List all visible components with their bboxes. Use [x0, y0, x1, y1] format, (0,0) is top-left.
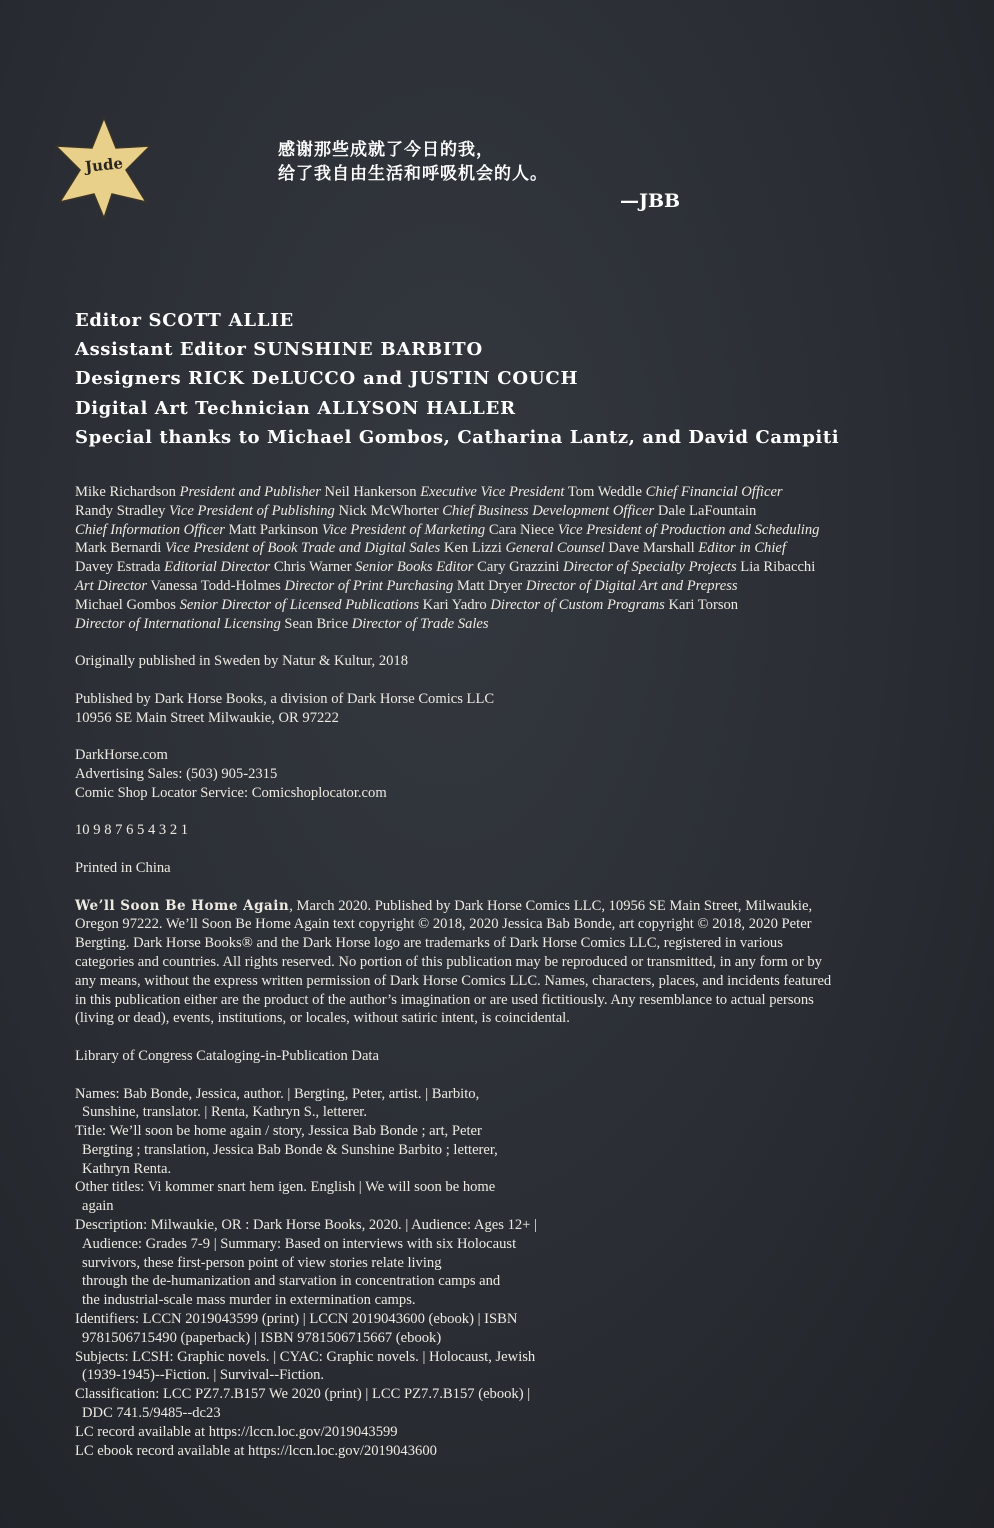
publisher-line-1: Published by Dark Horse Books, a division of Dark Horse Comics LLC [75, 690, 495, 707]
staff-name: Chris Warner [270, 559, 356, 576]
staff-line [75, 597, 738, 613]
legal-line: any means, without the express written permission of Dark Horse Comics LLC. Names, characters, places, and incidents featured [75, 972, 832, 989]
staff-title: Executive Vice President [420, 484, 565, 500]
contact-info [75, 746, 855, 802]
staff-title: Director of International Licensing [75, 615, 281, 632]
cip-line: survivors, these first-person point of view stories relate living [82, 1254, 442, 1271]
staff-title: Vice President of Book Trade and Digital Sales [164, 540, 441, 557]
staff-line [75, 578, 738, 594]
staff-name: Kari Yadro [419, 596, 491, 613]
cip-line: Title: We’ll soon be home again / story, Jessica Bab Bonde ; art, Peter [75, 1123, 482, 1140]
book-title: We’ll Soon Be Home Again [75, 897, 290, 914]
credit-name: SCOTT ALLIE [148, 310, 295, 331]
cip-line: Bergting ; translation, Jessica Bab Bonde & Sunshine Barbito ; letterer, [82, 1141, 498, 1158]
staff-name: Randy Stradley [75, 502, 170, 519]
cip-data [75, 1085, 855, 1461]
legal-line: , March 2020. Published by Dark Horse Comics LLC, 10956 SE Main Street, Milwaukie, [289, 897, 813, 914]
staff-title: Editor in Chief [698, 540, 786, 557]
cip-heading: Library of Congress Cataloging-in-Publication Data [75, 1047, 379, 1064]
staff-line [75, 522, 819, 538]
staff-name: Lia Ribacchi [736, 559, 816, 576]
staff-name: Nick McWhorter [334, 502, 443, 519]
credit-name: RICK DeLUCCO and JUSTIN COUCH [188, 368, 579, 390]
staff-title: Director of Trade Sales [351, 615, 489, 632]
staff-title: Vice President of Publishing [169, 502, 335, 519]
cip-line: Subjects: LCSH: Graphic novels. | CYAC: Graphic novels. | Holocaust, Jewish [75, 1348, 536, 1365]
credits-block [75, 306, 839, 452]
legal-line: Bergting. Dark Horse Books® and the Dark Horse logo are trademarks of Dark Horse Comics LLC, registered in various [75, 935, 783, 952]
credit-role: Assistant Editor [75, 339, 247, 361]
staff-name: Mark Bernardi [75, 540, 165, 557]
credit-role: Editor [75, 310, 142, 331]
dedication-line-1: 感谢那些成就了今日的我， [278, 140, 494, 160]
cip-line: Audience: Grades 7-9 | Summary: Based on interviews with six Holocaust [82, 1235, 517, 1252]
staff-line [75, 540, 786, 556]
cip-line: Identifiers: LCCN 2019043599 (print) | LCCN 2019043600 (ebook) | ISBN [75, 1311, 518, 1328]
cip-line: Description: Milwaukie, OR : Dark Horse Books, 2020. | Audience: Ages 12+ | [75, 1217, 537, 1234]
staff-title: Editorial Director [164, 559, 271, 576]
staff-title: President and Publisher [179, 484, 321, 500]
cip-line: Sunshine, translator. | Renta, Kathryn S., letterer. [82, 1104, 368, 1121]
staff-name: Mike Richardson [75, 484, 180, 500]
cip-line: Classification: LCC PZ7.7.B157 We 2020 (print) | LCC PZ7.7.B157 (ebook) | [75, 1386, 531, 1403]
cip-line: the industrial-scale mass murder in extermination camps. [82, 1292, 416, 1309]
staff-name: Kari Torson [664, 596, 739, 613]
dedication-signature: —JBB [620, 190, 681, 212]
staff-title: Chief Financial Officer [645, 484, 783, 500]
cip-line: Names: Bab Bonde, Jessica, author. | Bergting, Peter, artist. | Barbito, [75, 1085, 480, 1102]
colophon-body [75, 483, 855, 1460]
staff-title: Vice President of Marketing [321, 521, 486, 538]
cip-line: Kathryn Renta. [82, 1160, 172, 1177]
staff-name: Neil Hankerson [320, 484, 421, 500]
cip-line: again [82, 1198, 114, 1215]
cip-line: (1939-1945)--Fiction. | Survival--Fiction. [82, 1367, 325, 1384]
staff-line [75, 559, 815, 575]
publisher-info [75, 690, 855, 728]
staff-name: Ken Lizzi [440, 540, 506, 557]
staff-title: Art Director [75, 577, 148, 594]
staff-name: Cara Niece [485, 521, 558, 538]
staff-line [75, 503, 756, 519]
credit-digital-art-technician [75, 394, 839, 423]
staff-name: Vanessa Todd-Holmes [147, 577, 285, 594]
credit-role: Special thanks to Michael Gombos, Catharina Lantz, and David Campiti [75, 426, 840, 448]
advertising-sales: Advertising Sales: (503) 905-2315 [75, 765, 278, 782]
staff-name: Matt Dryer [453, 577, 526, 594]
cip-line: DDC 741.5/9485--dc23 [82, 1405, 221, 1422]
original-publication: Originally published in Sweden by Natur & Kultur, 2018 [75, 653, 409, 670]
legal-line: (living or dead), events, institutions, or locales, without satiric intent, is coincidental. [75, 1010, 570, 1027]
staff-title: Director of Print Purchasing [284, 577, 454, 594]
cip-line: LC ebook record available at https://lccn.loc.gov/2019043600 [75, 1442, 437, 1459]
cip-line: 9781506715490 (paperback) | ISBN 9781506715667 (ebook) [82, 1329, 442, 1346]
credit-role: Designers [75, 368, 182, 390]
staff-line [75, 484, 783, 500]
legal-line: in this publication either are the product of the author’s imagination or are used fictitiously. Any resemblance to actual persons [75, 991, 814, 1008]
dedication [278, 138, 548, 186]
legal-notice [75, 897, 855, 1029]
staff-title: Director of Custom Programs [490, 596, 665, 613]
staff-title: General Counsel [505, 540, 605, 557]
credit-editor [75, 306, 839, 335]
staff-title: Vice President of Production and Scheduling [557, 521, 820, 538]
printed-in: Printed in China [75, 859, 171, 876]
publisher-address: 10956 SE Main Street Milwaukie, OR 97222 [75, 709, 339, 726]
cip-line: LC record available at https://lccn.loc.gov/2019043599 [75, 1423, 398, 1440]
legal-line: categories and countries. All rights reserved. No portion of this publication may be reproduced or transmitted, in any form or by [75, 953, 822, 970]
staff-name: Davey Estrada [75, 559, 165, 576]
credit-special-thanks [75, 423, 839, 452]
staff-name: Michael Gombos [75, 596, 180, 613]
staff-title: Chief Business Development Officer [442, 502, 655, 519]
staff-name: Dale LaFountain [654, 502, 757, 519]
credit-role: Digital Art Technician [75, 397, 311, 419]
credit-designers [75, 364, 839, 393]
staff-title: Senior Books Editor [355, 559, 474, 576]
staff-title: Director of Specialty Projects [563, 559, 737, 576]
comic-shop-locator: Comic Shop Locator Service: Comicshoplocator.com [75, 784, 387, 801]
staff-line [75, 616, 489, 632]
credit-assistant-editor [75, 335, 839, 364]
legal-line: Oregon 97222. We’ll Soon Be Home Again text copyright © 2018, 2020 Jessica Bab Bonde, art copyright © 2018, 2020 Peter [75, 916, 812, 933]
staff-title: Director of Digital Art and Prepress [525, 577, 738, 594]
staff-name: Dave Marshall [604, 540, 699, 557]
print-number: 10 9 8 7 6 5 4 3 2 1 [75, 822, 189, 839]
cip-line: Other titles: Vi kommer snart hem igen. English | We will soon be home [75, 1179, 496, 1196]
credit-name: SUNSHINE BARBITO [253, 339, 483, 361]
staff-title: Senior Director of Licensed Publications [179, 596, 419, 613]
star-badge-label: Jude [84, 154, 124, 176]
staff-name: Matt Parkinson [224, 521, 322, 538]
credit-name: ALLYSON HALLER [317, 397, 516, 419]
dedication-line-2: 给了我自由生活和呼吸机会的人。 [278, 164, 548, 184]
staff-list [75, 483, 855, 633]
website-link[interactable]: DarkHorse.com [75, 747, 168, 764]
staff-name: Cary Grazzini [473, 559, 564, 576]
staff-name: Tom Weddle [564, 484, 646, 500]
staff-title: Chief Information Officer [75, 521, 225, 538]
staff-name: Sean Brice [280, 615, 352, 632]
cip-line: through the de-humanization and starvation in concentration camps and [82, 1273, 501, 1290]
